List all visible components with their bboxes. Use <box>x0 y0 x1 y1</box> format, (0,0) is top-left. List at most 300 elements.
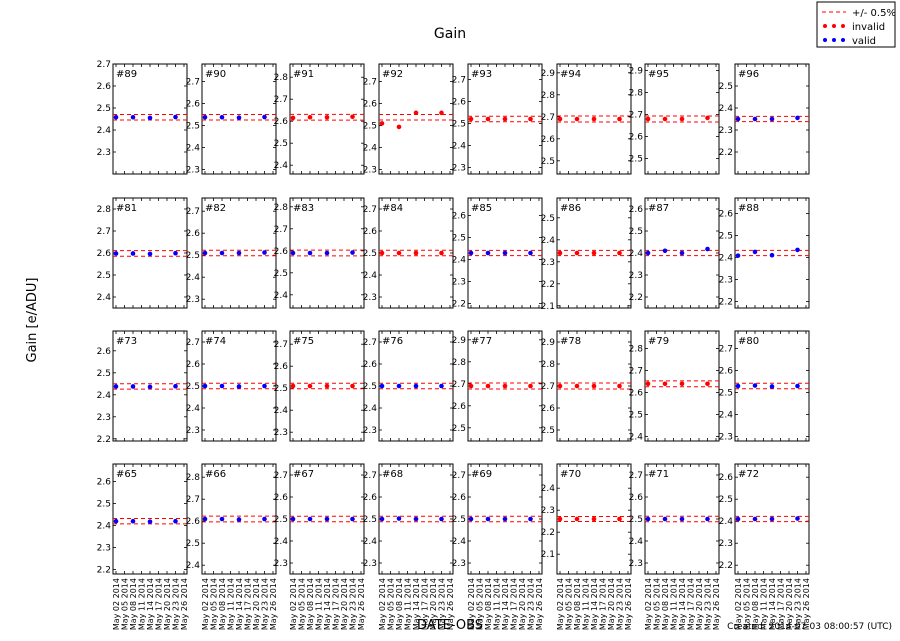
panel-id-label: #79 <box>648 336 670 347</box>
x-tick-label: May 05 2014 <box>209 578 219 631</box>
data-point-valid <box>262 115 267 120</box>
x-tick-label: May 23 2014 <box>703 578 713 631</box>
y-tick-label: 2.7 <box>185 495 200 506</box>
data-point-valid <box>114 519 119 524</box>
data-point-invalid <box>617 251 622 256</box>
y-tick-label: 2.9 <box>540 68 555 79</box>
y-tick-label: 2.4 <box>362 537 377 547</box>
data-point-invalid <box>617 517 622 522</box>
y-tick-label: 2.5 <box>540 213 555 224</box>
x-tick-label: May 02 2014 <box>112 578 121 631</box>
x-tick-label: May 26 2014 <box>180 578 189 631</box>
y-tick-label: 2.3 <box>273 559 288 569</box>
panel-68 <box>363 464 455 630</box>
panel-id-label: #92 <box>382 69 404 80</box>
panel-id-label: #82 <box>205 203 227 214</box>
panel-79 <box>629 331 719 443</box>
x-tick-label: May 17 2014 <box>243 578 253 631</box>
y-tick-label: 2.4 <box>185 273 200 284</box>
y-tick-label: 2.2 <box>96 565 111 576</box>
x-tick-label: May 26 2014 <box>446 578 455 631</box>
x-tick-label: May 02 2014 <box>556 578 565 631</box>
data-point-valid <box>397 384 402 389</box>
x-tick-label: May 17 2014 <box>686 578 696 631</box>
y-tick-label: 2.3 <box>718 539 733 550</box>
legend-label-0: +/- 0.5% <box>852 8 896 19</box>
y-tick-label: 2.6 <box>273 493 288 503</box>
data-point-valid <box>795 116 800 121</box>
y-tick-label: 2.4 <box>185 404 200 414</box>
y-tick-label: 2.4 <box>273 537 288 547</box>
x-tick-label: May 02 2014 <box>201 578 210 631</box>
panel-77 <box>452 331 542 441</box>
panel-id-label: #80 <box>738 336 760 347</box>
legend-dot-sample <box>823 24 827 28</box>
x-tick-label: May 20 2014 <box>607 578 616 631</box>
data-point-invalid <box>380 251 385 256</box>
y-tick-label: 2.6 <box>185 360 200 370</box>
y-tick-label: 2.6 <box>96 82 111 92</box>
panel-id-label: #78 <box>560 336 582 347</box>
y-tick-label: 2.7 <box>273 95 288 106</box>
data-point-valid <box>114 251 119 256</box>
x-tick-label: May 14 2014 <box>235 578 244 631</box>
footer-timestamp: Created: 2014-07-03 08:00:57 (UTC) <box>727 622 892 632</box>
data-point-valid <box>770 117 775 122</box>
data-point-valid <box>663 249 668 254</box>
y-tick-label: 2.4 <box>96 293 111 303</box>
panel-id-label: #67 <box>293 469 315 480</box>
data-point-valid <box>753 117 758 122</box>
y-tick-label: 2.5 <box>451 423 466 434</box>
panel-id-label: #71 <box>648 469 670 480</box>
x-tick-label: May 23 2014 <box>793 578 803 631</box>
x-tick-label: May 17 2014 <box>154 578 164 631</box>
data-point-valid <box>325 517 330 522</box>
data-point-invalid <box>469 117 474 122</box>
data-point-valid <box>220 251 225 256</box>
data-point-invalid <box>528 384 533 389</box>
y-tick-label: 2.3 <box>540 257 555 268</box>
data-point-invalid <box>397 125 402 130</box>
data-point-valid <box>680 251 685 256</box>
data-point-valid <box>237 384 242 389</box>
panel-id-label: #87 <box>648 203 670 214</box>
panel-76 <box>363 331 453 441</box>
y-tick-label: 2.7 <box>185 338 200 348</box>
y-tick-label: 2.4 <box>185 143 200 154</box>
data-point-valid <box>350 517 355 522</box>
y-tick-label: 2.5 <box>451 233 466 244</box>
y-tick-label: 2.8 <box>540 360 555 370</box>
x-tick-label: May 26 2014 <box>535 578 544 631</box>
x-tick-label: May 05 2014 <box>475 578 485 631</box>
y-tick-label: 2.3 <box>451 559 466 569</box>
y-tick-label: 2.4 <box>540 484 555 495</box>
y-tick-label: 2.3 <box>96 148 111 158</box>
x-tick-label: May 23 2014 <box>437 578 447 631</box>
data-point-invalid <box>558 517 563 522</box>
y-tick-label: 2.7 <box>451 75 466 86</box>
y-tick-label: 2.5 <box>96 271 111 281</box>
data-point-valid <box>173 519 178 524</box>
data-point-valid <box>237 115 242 120</box>
y-tick-label: 2.8 <box>540 90 555 101</box>
y-tick-label: 2.5 <box>451 119 466 130</box>
x-tick-label: May 11 2014 <box>581 578 591 631</box>
y-tick-label: 2.8 <box>628 344 643 355</box>
panel-74 <box>186 331 276 441</box>
data-point-valid <box>414 517 419 522</box>
data-point-valid <box>795 516 800 521</box>
legend-dot-sample <box>841 38 845 42</box>
y-tick-label: 2.5 <box>273 515 288 525</box>
panel-id-label: #73 <box>116 336 138 347</box>
data-point-invalid <box>414 111 419 116</box>
data-point-valid <box>131 115 136 120</box>
panel-70 <box>541 464 633 630</box>
data-point-invalid <box>575 251 580 256</box>
y-tick-label: 2.6 <box>451 401 466 412</box>
x-tick-label: May 20 2014 <box>340 578 349 631</box>
data-point-valid <box>795 248 800 253</box>
panel-id-label: #90 <box>205 69 227 80</box>
y-tick-label: 2.7 <box>96 60 111 70</box>
y-tick-label: 2.5 <box>362 249 377 259</box>
panel-id-label: #69 <box>471 469 493 480</box>
data-point-invalid <box>617 117 622 122</box>
data-point-invalid <box>350 384 355 389</box>
y-tick-label: 2.3 <box>718 275 733 286</box>
x-tick-label: May 02 2014 <box>289 578 298 631</box>
y-tick-label: 2.5 <box>96 104 111 114</box>
x-tick-label: May 26 2014 <box>269 578 278 631</box>
data-point-valid <box>131 519 136 524</box>
data-point-invalid <box>680 382 685 387</box>
data-point-invalid <box>663 117 668 122</box>
data-point-invalid <box>592 384 597 389</box>
x-tick-label: May 08 2014 <box>306 578 315 631</box>
data-point-valid <box>705 517 710 522</box>
data-point-valid <box>220 115 225 120</box>
data-point-valid <box>380 384 385 389</box>
data-point-invalid <box>414 251 419 256</box>
y-tick-label: 2.7 <box>185 77 200 88</box>
data-point-invalid <box>291 116 296 121</box>
data-point-valid <box>528 251 533 256</box>
y-tick-label: 2.4 <box>96 126 111 136</box>
data-point-invalid <box>575 517 580 522</box>
panel-83 <box>274 198 364 308</box>
panel-66 <box>186 464 278 630</box>
x-tick-label: May 05 2014 <box>652 578 662 631</box>
x-tick-label: May 20 2014 <box>252 578 261 631</box>
data-point-valid <box>114 384 119 389</box>
y-tick-label: 2.3 <box>718 432 733 443</box>
y-tick-label: 2.7 <box>273 224 288 235</box>
x-tick-label: May 11 2014 <box>669 578 679 631</box>
y-tick-label: 2.3 <box>362 559 377 569</box>
y-tick-label: 2.6 <box>718 366 733 377</box>
y-tick-label: 2.4 <box>362 143 377 154</box>
x-tick-label: May 05 2014 <box>120 578 130 631</box>
y-tick-label: 2.6 <box>628 493 643 503</box>
data-point-valid <box>237 251 242 256</box>
panel-73 <box>97 331 187 445</box>
data-point-valid <box>646 517 651 522</box>
y-tick-label: 2.6 <box>362 99 377 110</box>
x-tick-label: May 14 2014 <box>501 578 510 631</box>
y-tick-label: 2.3 <box>628 559 643 569</box>
x-tick-label: May 08 2014 <box>129 578 138 631</box>
y-tick-label: 2.5 <box>185 539 200 550</box>
y-tick-label: 2.5 <box>185 382 200 392</box>
y-tick-label: 2.4 <box>628 432 643 443</box>
x-tick-label: May 05 2014 <box>742 578 752 631</box>
x-tick-label: May 14 2014 <box>678 578 687 631</box>
y-tick-label: 2.6 <box>185 517 200 528</box>
y-tick-label: 2.4 <box>96 521 111 532</box>
y-tick-label: 2.4 <box>718 104 733 114</box>
y-tick-label: 2.7 <box>628 366 643 377</box>
panel-id-label: #85 <box>471 203 493 214</box>
y-tick-label: 2.5 <box>540 156 555 167</box>
y-tick-label: 2.4 <box>451 255 466 266</box>
data-point-valid <box>291 517 296 522</box>
y-tick-label: 2.3 <box>362 293 377 303</box>
panel-frame <box>379 64 453 174</box>
x-tick-label: May 11 2014 <box>226 578 236 631</box>
data-point-invalid <box>380 121 385 126</box>
data-point-valid <box>114 115 119 120</box>
data-point-valid <box>237 517 242 522</box>
y-tick-label: 2.4 <box>185 561 200 572</box>
y-tick-label: 2.3 <box>362 426 377 436</box>
x-tick-label: May 11 2014 <box>314 578 324 631</box>
panel-89 <box>97 60 187 174</box>
data-point-valid <box>131 384 136 389</box>
x-tick-label: May 14 2014 <box>412 578 421 631</box>
y-tick-label: 2.5 <box>718 495 733 506</box>
legend-dot-sample <box>832 24 836 28</box>
data-point-valid <box>486 517 491 522</box>
data-point-invalid <box>486 384 491 389</box>
panel-grid <box>97 60 811 630</box>
panel-id-label: #65 <box>116 469 138 480</box>
y-tick-label: 2.9 <box>628 66 643 77</box>
legend-dot-sample <box>832 38 836 42</box>
y-tick-label: 2.5 <box>185 121 200 132</box>
panel-id-label: #75 <box>293 336 315 347</box>
x-tick-label: May 20 2014 <box>429 578 438 631</box>
y-tick-label: 2.6 <box>96 249 111 259</box>
data-point-invalid <box>528 117 533 122</box>
data-point-invalid <box>439 251 444 256</box>
data-point-valid <box>795 384 800 389</box>
y-tick-label: 2.8 <box>628 88 643 99</box>
panel-72 <box>719 464 811 630</box>
data-point-valid <box>736 384 741 389</box>
y-tick-label: 2.2 <box>540 528 555 539</box>
x-tick-label: May 23 2014 <box>171 578 181 631</box>
x-tick-label: May 05 2014 <box>386 578 396 631</box>
data-point-valid <box>148 519 153 524</box>
panel-91 <box>274 64 364 174</box>
data-point-valid <box>203 384 208 389</box>
data-point-valid <box>469 251 474 256</box>
panel-id-label: #93 <box>471 69 493 80</box>
data-point-invalid <box>558 384 563 389</box>
data-point-valid <box>148 116 153 121</box>
x-tick-label: May 08 2014 <box>395 578 404 631</box>
y-tick-label: 2.8 <box>185 473 200 484</box>
data-point-valid <box>203 517 208 522</box>
data-point-valid <box>148 252 153 257</box>
y-tick-label: 2.6 <box>273 246 288 257</box>
y-tick-label: 2.2 <box>628 293 643 303</box>
y-tick-label: 2.4 <box>540 235 555 246</box>
x-tick-label: May 23 2014 <box>348 578 358 631</box>
data-point-valid <box>262 250 267 255</box>
data-point-invalid <box>308 384 313 389</box>
panel-id-label: #77 <box>471 336 493 347</box>
y-tick-label: 2.7 <box>362 338 377 348</box>
y-tick-label: 2.4 <box>718 253 733 264</box>
x-tick-label: May 17 2014 <box>331 578 341 631</box>
y-tick-label: 2.2 <box>451 299 466 310</box>
y-tick-label: 2.7 <box>451 379 466 390</box>
y-tick-label: 2.2 <box>96 434 111 445</box>
data-point-valid <box>131 251 136 256</box>
x-tick-label: May 26 2014 <box>712 578 721 631</box>
data-point-valid <box>291 251 296 256</box>
data-point-valid <box>262 517 267 522</box>
y-tick-label: 2.6 <box>451 97 466 108</box>
data-point-invalid <box>646 117 651 122</box>
data-point-invalid <box>705 116 710 121</box>
data-point-valid <box>173 384 178 389</box>
data-point-valid <box>705 247 710 252</box>
data-point-invalid <box>350 115 355 120</box>
data-point-invalid <box>558 117 563 122</box>
data-point-valid <box>439 384 444 389</box>
data-point-valid <box>736 117 741 122</box>
data-point-valid <box>380 517 385 522</box>
x-tick-label: May 11 2014 <box>492 578 502 631</box>
y-tick-label: 2.9 <box>451 335 466 346</box>
panel-85 <box>452 198 542 310</box>
y-tick-label: 2.4 <box>628 249 643 259</box>
data-point-valid <box>173 115 178 120</box>
panel-id-label: #86 <box>560 203 582 214</box>
data-point-valid <box>173 251 178 256</box>
x-tick-label: May 17 2014 <box>776 578 786 631</box>
data-point-valid <box>203 251 208 256</box>
data-point-valid <box>770 384 775 389</box>
y-tick-label: 2.6 <box>273 117 288 128</box>
panel-96 <box>719 64 809 174</box>
y-tick-label: 2.2 <box>718 561 733 572</box>
y-tick-label: 2.7 <box>628 110 643 121</box>
data-point-invalid <box>308 115 313 120</box>
y-tick-label: 2.8 <box>96 205 111 215</box>
data-point-valid <box>663 517 668 522</box>
y-tick-label: 2.3 <box>96 412 111 423</box>
y-tick-label: 2.8 <box>273 202 288 213</box>
y-tick-label: 2.6 <box>628 132 643 143</box>
panel-90 <box>186 64 276 176</box>
x-tick-label: May 02 2014 <box>734 578 743 631</box>
x-tick-label: May 17 2014 <box>509 578 519 631</box>
x-tick-label: May 11 2014 <box>403 578 413 631</box>
data-point-invalid <box>325 115 330 120</box>
y-tick-label: 2.4 <box>628 537 643 547</box>
y-tick-label: 2.2 <box>718 148 733 158</box>
y-tick-label: 2.7 <box>362 471 377 481</box>
x-tick-label: May 08 2014 <box>573 578 582 631</box>
legend-dot-sample <box>823 38 827 42</box>
data-point-invalid <box>617 384 622 389</box>
y-tick-label: 2.7 <box>540 112 555 123</box>
panel-78 <box>541 331 631 441</box>
y-tick-label: 2.6 <box>540 134 555 145</box>
panel-87 <box>629 198 719 308</box>
y-tick-label: 2.4 <box>718 517 733 528</box>
y-tick-label: 2.3 <box>96 543 111 554</box>
x-tick-label: May 11 2014 <box>137 578 147 631</box>
panel-id-label: #70 <box>560 469 582 480</box>
panel-67 <box>274 464 366 630</box>
y-tick-label: 2.7 <box>273 340 288 351</box>
x-tick-label: May 14 2014 <box>323 578 332 631</box>
panel-71 <box>629 464 721 630</box>
panel-86 <box>541 198 631 312</box>
panel-id-label: #66 <box>205 469 227 480</box>
data-point-valid <box>753 517 758 522</box>
data-point-valid <box>397 516 402 521</box>
y-tick-label: 2.4 <box>718 410 733 421</box>
data-point-valid <box>325 251 330 256</box>
data-point-valid <box>439 517 444 522</box>
x-tick-label: May 05 2014 <box>297 578 307 631</box>
data-point-valid <box>220 517 225 522</box>
x-tick-label: May 02 2014 <box>378 578 387 631</box>
data-point-valid <box>503 517 508 522</box>
panel-id-label: #89 <box>116 69 138 80</box>
y-tick-label: 2.3 <box>362 165 377 176</box>
y-tick-label: 2.5 <box>718 82 733 92</box>
data-point-invalid <box>592 517 597 522</box>
x-tick-label: May 02 2014 <box>467 578 476 631</box>
y-tick-label: 2.7 <box>273 471 288 481</box>
y-tick-label: 2.4 <box>273 290 288 301</box>
x-tick-label: May 23 2014 <box>526 578 536 631</box>
y-tick-label: 2.4 <box>451 537 466 547</box>
x-tick-label: May 20 2014 <box>695 578 704 631</box>
data-point-valid <box>680 517 685 522</box>
data-point-invalid <box>663 382 668 387</box>
y-tick-label: 2.4 <box>96 390 111 401</box>
y-tick-label: 2.3 <box>628 271 643 281</box>
panel-id-label: #95 <box>648 69 670 80</box>
panel-id-label: #94 <box>560 69 582 80</box>
data-point-valid <box>528 517 533 522</box>
panel-id-label: #68 <box>382 469 404 480</box>
y-tick-label: 2.7 <box>362 205 377 215</box>
y-tick-label: 2.3 <box>718 126 733 136</box>
y-tick-label: 2.5 <box>273 268 288 279</box>
y-tick-label: 2.7 <box>451 471 466 481</box>
